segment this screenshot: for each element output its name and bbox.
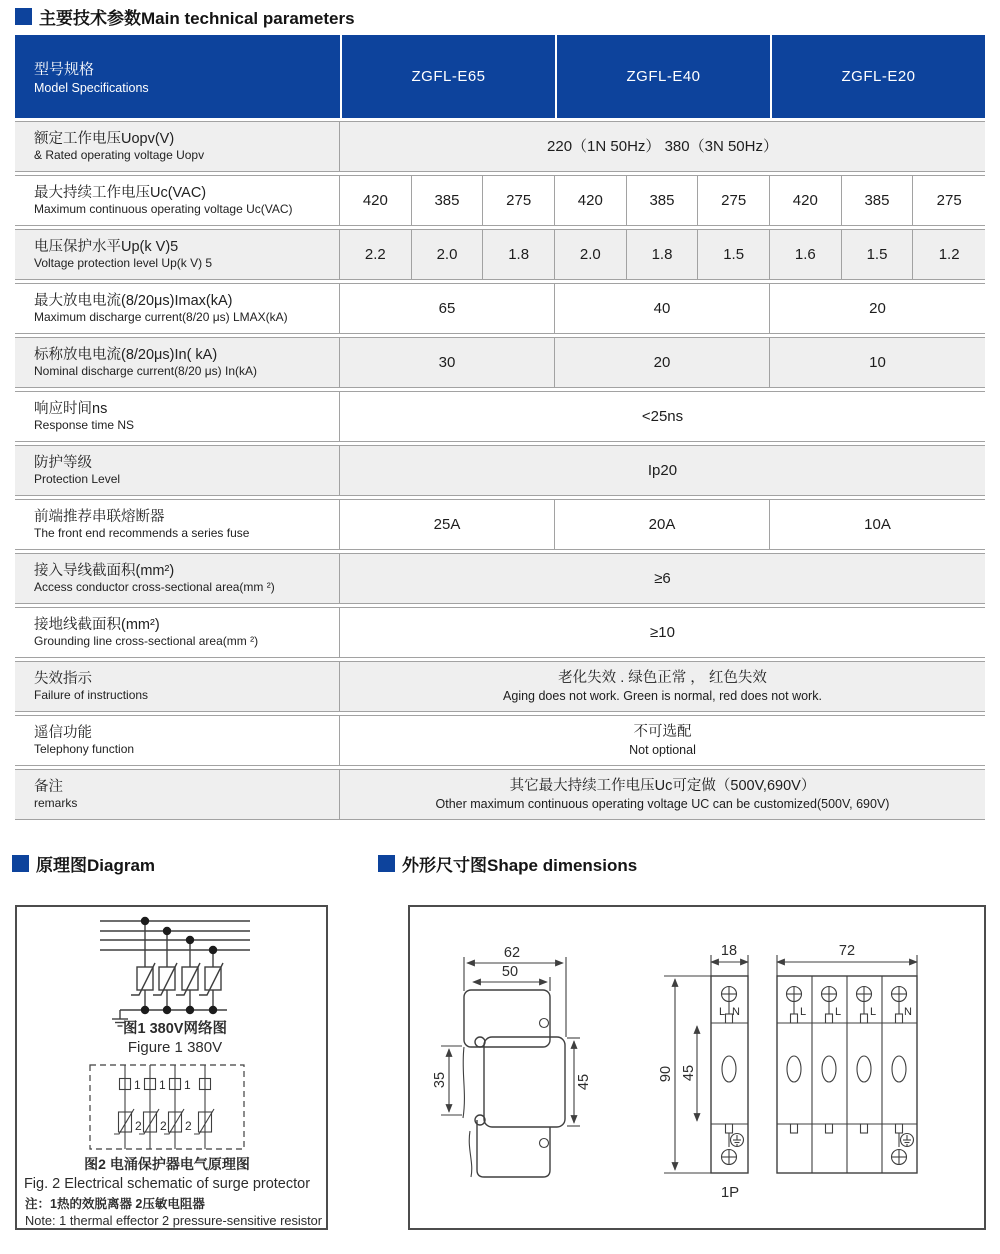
- value-cell: 20A: [555, 500, 770, 549]
- figure1-caption-en: Figure 1 380V: [127, 1039, 223, 1056]
- value-cell: ≥10: [650, 623, 675, 641]
- dim-45-side: 45: [576, 1073, 592, 1091]
- table-row: [15, 337, 985, 388]
- value-cell: 1.5: [698, 230, 770, 279]
- terminal-label: L: [800, 1006, 807, 1018]
- note-zh: 注：1热的效脱离器 2压敏电阻器: [25, 1197, 205, 1211]
- side-view-drawing: [432, 945, 592, 1177]
- value-cell: 385: [842, 176, 914, 225]
- value-cell: 420: [555, 176, 627, 225]
- main-title-text: 主要技术参数Main technical parameters: [39, 9, 355, 28]
- figure2-caption-zh: 图2 电涌保护器电气原理图: [84, 1156, 250, 1172]
- note-en: Note: 1 thermal effector 2 pressure-sensitive resistor: [25, 1213, 323, 1228]
- diagram-title-text: 原理图Diagram: [36, 856, 156, 875]
- value-cell: ≥6: [654, 569, 671, 587]
- circuit-diagram-box: [15, 905, 328, 1230]
- row-label: 防护等级 Protection Level: [15, 446, 340, 495]
- header-label-zh: 型号规格: [34, 61, 95, 78]
- value-cell: 10A: [864, 515, 891, 533]
- table-row: [15, 229, 985, 280]
- value-cell: <25ns: [641, 407, 684, 425]
- dim-35: 35: [432, 1071, 448, 1089]
- table-row: [15, 607, 985, 658]
- figure2-caption-en: Fig. 2 Electrical schematic of surge protector: [23, 1176, 311, 1192]
- table-row: [15, 661, 985, 712]
- row-label: 最大持续工作电压Uc(VAC) Maximum continuous operating voltage Uc(VAC): [15, 176, 340, 225]
- model-column-zgfl-e40: ZGFL-E40: [555, 35, 770, 118]
- model-column-zgfl-e20: ZGFL-E20: [770, 35, 985, 118]
- diagram-section-title: [12, 851, 155, 876]
- blue-square-icon: [12, 855, 29, 872]
- window-oval: [722, 1056, 736, 1082]
- row-label: 备注 remarks: [15, 770, 340, 819]
- figure1-caption-zh: 图1 380V网络图: [123, 1021, 227, 1037]
- earth-screw-icon: [731, 1134, 744, 1147]
- value-cell: Ip20: [647, 461, 678, 479]
- window-oval: [787, 1056, 801, 1082]
- value-cell: 275: [698, 176, 770, 225]
- value-cell: 2.2: [340, 230, 412, 279]
- row-label: 标称放电电流(8/20μs)In( kA) Nominal discharge current(8/20 μs) In(kA): [15, 338, 340, 387]
- terminal-screw-icon: [722, 1150, 737, 1165]
- table-row: [15, 553, 985, 604]
- table-row: [15, 715, 985, 766]
- dim-50: 50: [501, 964, 519, 980]
- model-column-zgfl-e65: ZGFL-E65: [340, 35, 555, 118]
- value-cell: 1.2: [938, 245, 960, 263]
- label-2: 2: [135, 1119, 142, 1133]
- value-cell: 25A: [340, 500, 555, 549]
- dim-90: 90: [658, 1065, 674, 1083]
- terminal-label: N: [904, 1006, 912, 1018]
- dim-62: 62: [503, 945, 521, 961]
- row-label: 失效指示 Failure of instructions: [15, 662, 340, 711]
- shape-title-text: 外形尺寸图Shape dimensions: [402, 856, 638, 875]
- row-label: 前端推荐串联熔断器 The front end recommends a series fuse: [15, 500, 340, 549]
- label-1: 1: [159, 1078, 166, 1092]
- value-cell: 65: [340, 284, 555, 333]
- table-row: [15, 121, 985, 172]
- table-header: [15, 35, 985, 118]
- label-2: 2: [185, 1119, 192, 1133]
- row-label: 响应时间ns Response time NS: [15, 392, 340, 441]
- value-cell: 其它最大持续工作电压Uc可定做（500V,690V） Other maximum continuous operating voltage UC can be customized(500V, 690V): [435, 777, 890, 811]
- terminal-screw-icon: [857, 987, 872, 1002]
- value-cell: 2.0: [412, 230, 484, 279]
- dim-18: 18: [720, 943, 738, 959]
- value-cell: 40: [555, 284, 770, 333]
- dim-72: 72: [838, 943, 856, 959]
- terminal-screw-icon: [787, 987, 802, 1002]
- terminal-label-n: N: [732, 1006, 740, 1018]
- terminal-label: L: [835, 1006, 842, 1018]
- figure1-network-diagram: [100, 917, 250, 1056]
- row-label: 电压保护水平Up(k V)5 Voltage protection level Up(k V) 5: [15, 230, 340, 279]
- value-cell: 10: [869, 353, 886, 371]
- value-cell: 老化失效 . 绿色正常 ， 红色失效 Aging does not work. Green is normal, red does not work.: [503, 669, 822, 703]
- header-label-en: Model Specifications: [34, 81, 149, 95]
- row-label: 接入导线截面积(mm²) Access conductor cross-sectional area(mm ²): [15, 554, 340, 603]
- terminal-screw-icon: [892, 987, 907, 1002]
- earth-screw-icon: [901, 1134, 914, 1147]
- label-1: 1: [134, 1078, 141, 1092]
- label-1: 1: [184, 1078, 191, 1092]
- value-cell: 2.0: [555, 230, 627, 279]
- value-cell: 220（1N 50Hz） 380（3N 50Hz）: [547, 137, 778, 155]
- value-cell: 1.8: [627, 230, 699, 279]
- circuit-diagram-svg: [17, 907, 326, 1228]
- window-oval: [892, 1056, 906, 1082]
- row-label: 遥信功能 Telephony function: [15, 716, 340, 765]
- pole-label-1p: 1P: [720, 1184, 740, 1201]
- row-label: 额定工作电压Uopv(V) & Rated operating voltage Uopv: [15, 122, 340, 171]
- blue-square-icon: [378, 855, 395, 872]
- value-cell: 20: [869, 299, 886, 317]
- front-view-single-module: [658, 943, 748, 1201]
- table-row: [15, 391, 985, 442]
- table-row: [15, 499, 985, 550]
- value-cell: 275: [483, 176, 555, 225]
- row-label: 接地线截面积(mm²) Grounding line cross-sectional area(mm ²): [15, 608, 340, 657]
- table-row: [15, 175, 985, 226]
- terminal-screw-icon: [822, 987, 837, 1002]
- dim-45-front: 45: [681, 1064, 697, 1082]
- window-oval: [822, 1056, 836, 1082]
- terminal-label: L: [870, 1006, 877, 1018]
- header-label-cell: [15, 35, 340, 118]
- table-row: [15, 769, 985, 820]
- window-oval: [857, 1056, 871, 1082]
- table-row: [15, 445, 985, 496]
- value-cell: 275: [936, 191, 962, 209]
- shape-dimensions-svg: [410, 907, 984, 1228]
- value-cell: 30: [340, 338, 555, 387]
- blue-square-icon: [15, 8, 32, 25]
- shape-section-title: [378, 851, 637, 876]
- value-cell: 385: [412, 176, 484, 225]
- value-cell: 20: [555, 338, 770, 387]
- main-section-title: [15, 4, 355, 29]
- value-cell: 420: [770, 176, 842, 225]
- value-cell: 1.5: [842, 230, 914, 279]
- value-cell: 420: [340, 176, 412, 225]
- value-cell: 不可选配 Not optional: [629, 723, 696, 757]
- shape-dimensions-box: [408, 905, 986, 1230]
- front-view-four-modules: [777, 943, 917, 1173]
- terminal-screw-icon: [892, 1150, 907, 1165]
- value-cell: 1.6: [770, 230, 842, 279]
- spec-table: [15, 35, 985, 820]
- figure2-spd-schematic: [24, 1065, 310, 1192]
- table-row: [15, 283, 985, 334]
- value-cell: 385: [627, 176, 699, 225]
- value-cell: 1.8: [483, 230, 555, 279]
- terminal-label-l: L: [718, 1006, 726, 1018]
- row-label: 最大放电电流(8/20μs)Imax(kA) Maximum discharge current(8/20 μs) LMAX(kA): [15, 284, 340, 333]
- terminal-screw-icon: [722, 987, 737, 1002]
- table-body: [15, 121, 985, 820]
- label-2: 2: [160, 1119, 167, 1133]
